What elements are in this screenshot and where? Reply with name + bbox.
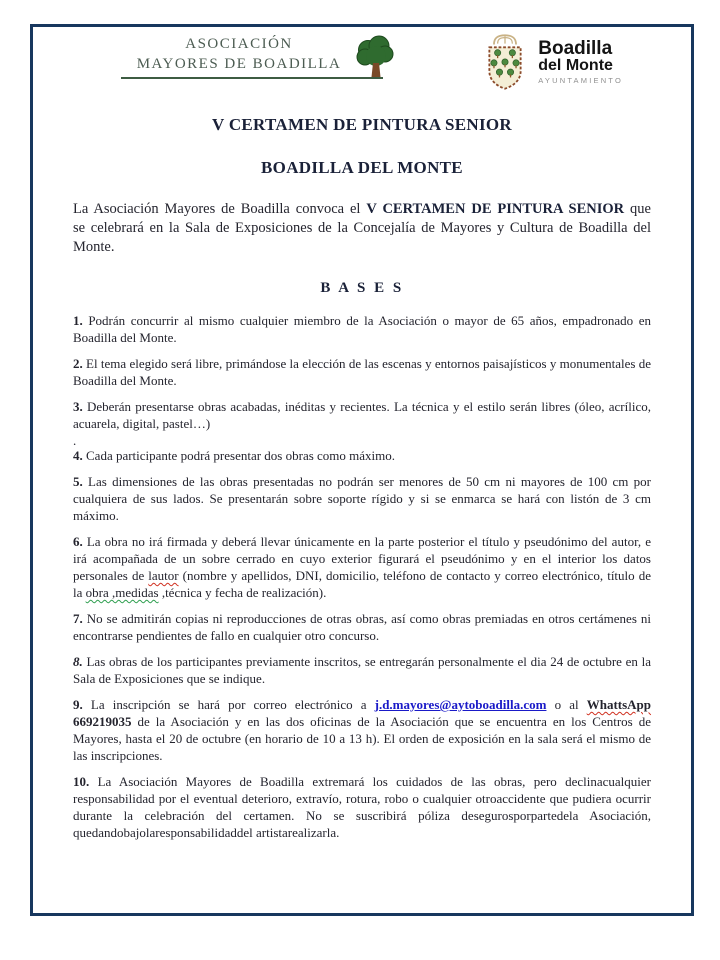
- tree-icon: [351, 35, 397, 79]
- base-item-8: [73, 653, 651, 687]
- document-title-line2: BOADILLA DEL MONTE: [261, 158, 463, 177]
- base-item-3: [73, 398, 651, 432]
- base-item-1: [73, 312, 651, 346]
- text-segment: WhattsApp: [586, 697, 652, 712]
- document-header: [73, 27, 651, 101]
- base-item-5: [73, 473, 651, 524]
- base-item-10: [73, 773, 651, 841]
- base-item-number: 9.: [73, 697, 91, 712]
- association-logo: [121, 35, 383, 79]
- text-segment: obra ,medidas: [85, 585, 159, 600]
- text-segment: Las obras de los participantes previamente inscritos, se entregarán personalmente el dia 24 de octubre en la Sala de Exposiciones que se indique.: [73, 654, 652, 686]
- town-name-line1: Boadilla: [538, 37, 613, 59]
- crest-icon: [482, 32, 528, 92]
- base-item-number: 3.: [73, 399, 87, 414]
- stray-dot-line: [73, 435, 651, 447]
- text-segment: lautor: [148, 568, 179, 583]
- text-segment: .: [73, 433, 77, 448]
- text-segment: (nombre y apellidos, DNI, domicilio, teléfono de contacto y correo electrónico, título de la: [73, 568, 651, 600]
- base-item-number: 5.: [73, 474, 89, 489]
- intro-paragraph: [73, 200, 651, 257]
- text-segment: o al: [546, 697, 587, 712]
- base-item-2: [73, 355, 651, 389]
- text-segment: ,técnica y fecha de realización).: [158, 585, 327, 600]
- base-item-number: 7.: [73, 611, 87, 626]
- email-link[interactable]: j.d.mayores@aytoboadilla.com: [374, 697, 547, 712]
- text-segment: El tema elegido será libre, primándose la elección de las escenas y entornos paisajísticos y monumentales de Boadilla del Monte.: [73, 356, 651, 388]
- text-segment: La inscripción se hará por correo electrónico a: [90, 697, 375, 712]
- text-segment: Deberán presentarse obras acabadas, inéditas y recientes. La técnica y el estilo serán libres (óleo, acrílico, acuarela, digital, pastel…): [73, 399, 651, 431]
- base-item-number: 6.: [73, 534, 87, 549]
- association-logo-text: [121, 35, 383, 74]
- town-subtitle: AYUNTAMIENTO: [538, 76, 623, 86]
- text-segment: La obra no irá firmada y deberá llevar únicamente en la parte posterior el título y pseudónimo del autor, e irá acompañada de un sobre cerrado en cuyo exterior figurará el pseudónimo y en el interior los datos personales de: [73, 534, 651, 583]
- text-segment: La Asociación Mayores de Boadilla extremará los cuidados de las obras, pero declinacualquier responsabilidad por el eventual deterioro, extravío, rotura, robo o cualquier otroaccidente que pudiera ocurrir durante la celebración del certamen. No se suscribirá póliza desegurosporpartedela Asociación, quedandobajolaresponsabilidaddel artistarealizarla.: [73, 774, 651, 840]
- base-item-number: 10.: [73, 774, 98, 789]
- text-segment: de la Asociación y en las dos oficinas de la Asociación que se encuentra en los Centros de Mayores, hasta el 20 de octubre (en horario de 10 a 13 h). El orden de exposición en la sala será el mismo de las inscripciones.: [73, 714, 651, 763]
- intro-bold-text: V CERTAMEN DE PINTURA SENIOR: [366, 201, 625, 217]
- base-item-6: [73, 533, 651, 601]
- association-name-line1: ASOCIACIÓN: [185, 36, 293, 52]
- town-name-line2: del Monte: [538, 56, 613, 74]
- base-item-4: [73, 447, 651, 464]
- intro-text-pre: La Asociación Mayores de Boadilla convoca el: [73, 201, 367, 217]
- base-item-number: 8.: [73, 654, 87, 669]
- text-segment: Podrán concurrir al mismo cualquier miembro de la Asociación o mayor de 65 años, empadronado en Boadilla del Monte.: [73, 313, 651, 345]
- bases-list: [73, 312, 651, 841]
- association-name-line2: MAYORES DE BOADILLA: [136, 55, 342, 72]
- base-item-9: [73, 696, 651, 764]
- document-title-line1: V CERTAMEN DE PINTURA SENIOR: [212, 115, 512, 134]
- base-item-7: [73, 610, 651, 644]
- text-segment: Cada participante podrá presentar dos obras como máximo.: [86, 448, 396, 463]
- text-segment: No se admitirán copias ni reproducciones de otras obras, así como obras premiadas en otros certámenes ni encontrarse pendientes de fallo en cualquier otro concurso.: [73, 611, 652, 643]
- bases-heading: B A S E S: [320, 280, 404, 296]
- base-item-number: 2.: [73, 356, 87, 371]
- text-segment: 669219035: [73, 714, 132, 729]
- text-segment: Las dimensiones de las obras presentadas no podrán ser menores de 50 cm ni mayores de 100 cm por cualquiera de sus lados. Se presentarán sobre soporte rígido y si se enmarca se hará con listón de 3 cm máximo.: [73, 474, 652, 523]
- intro-text-post: que se celebrará en la Sala de Exposiciones de la Concejalía de Mayores y Cultura de Boadilla del Monte.: [73, 201, 651, 255]
- page-content: [33, 27, 691, 841]
- base-item-number: 1.: [73, 313, 89, 328]
- page-border-frame: [30, 24, 694, 916]
- base-item-number: 4.: [73, 448, 86, 463]
- town-logo-text: [538, 39, 623, 86]
- town-logo: [482, 32, 623, 92]
